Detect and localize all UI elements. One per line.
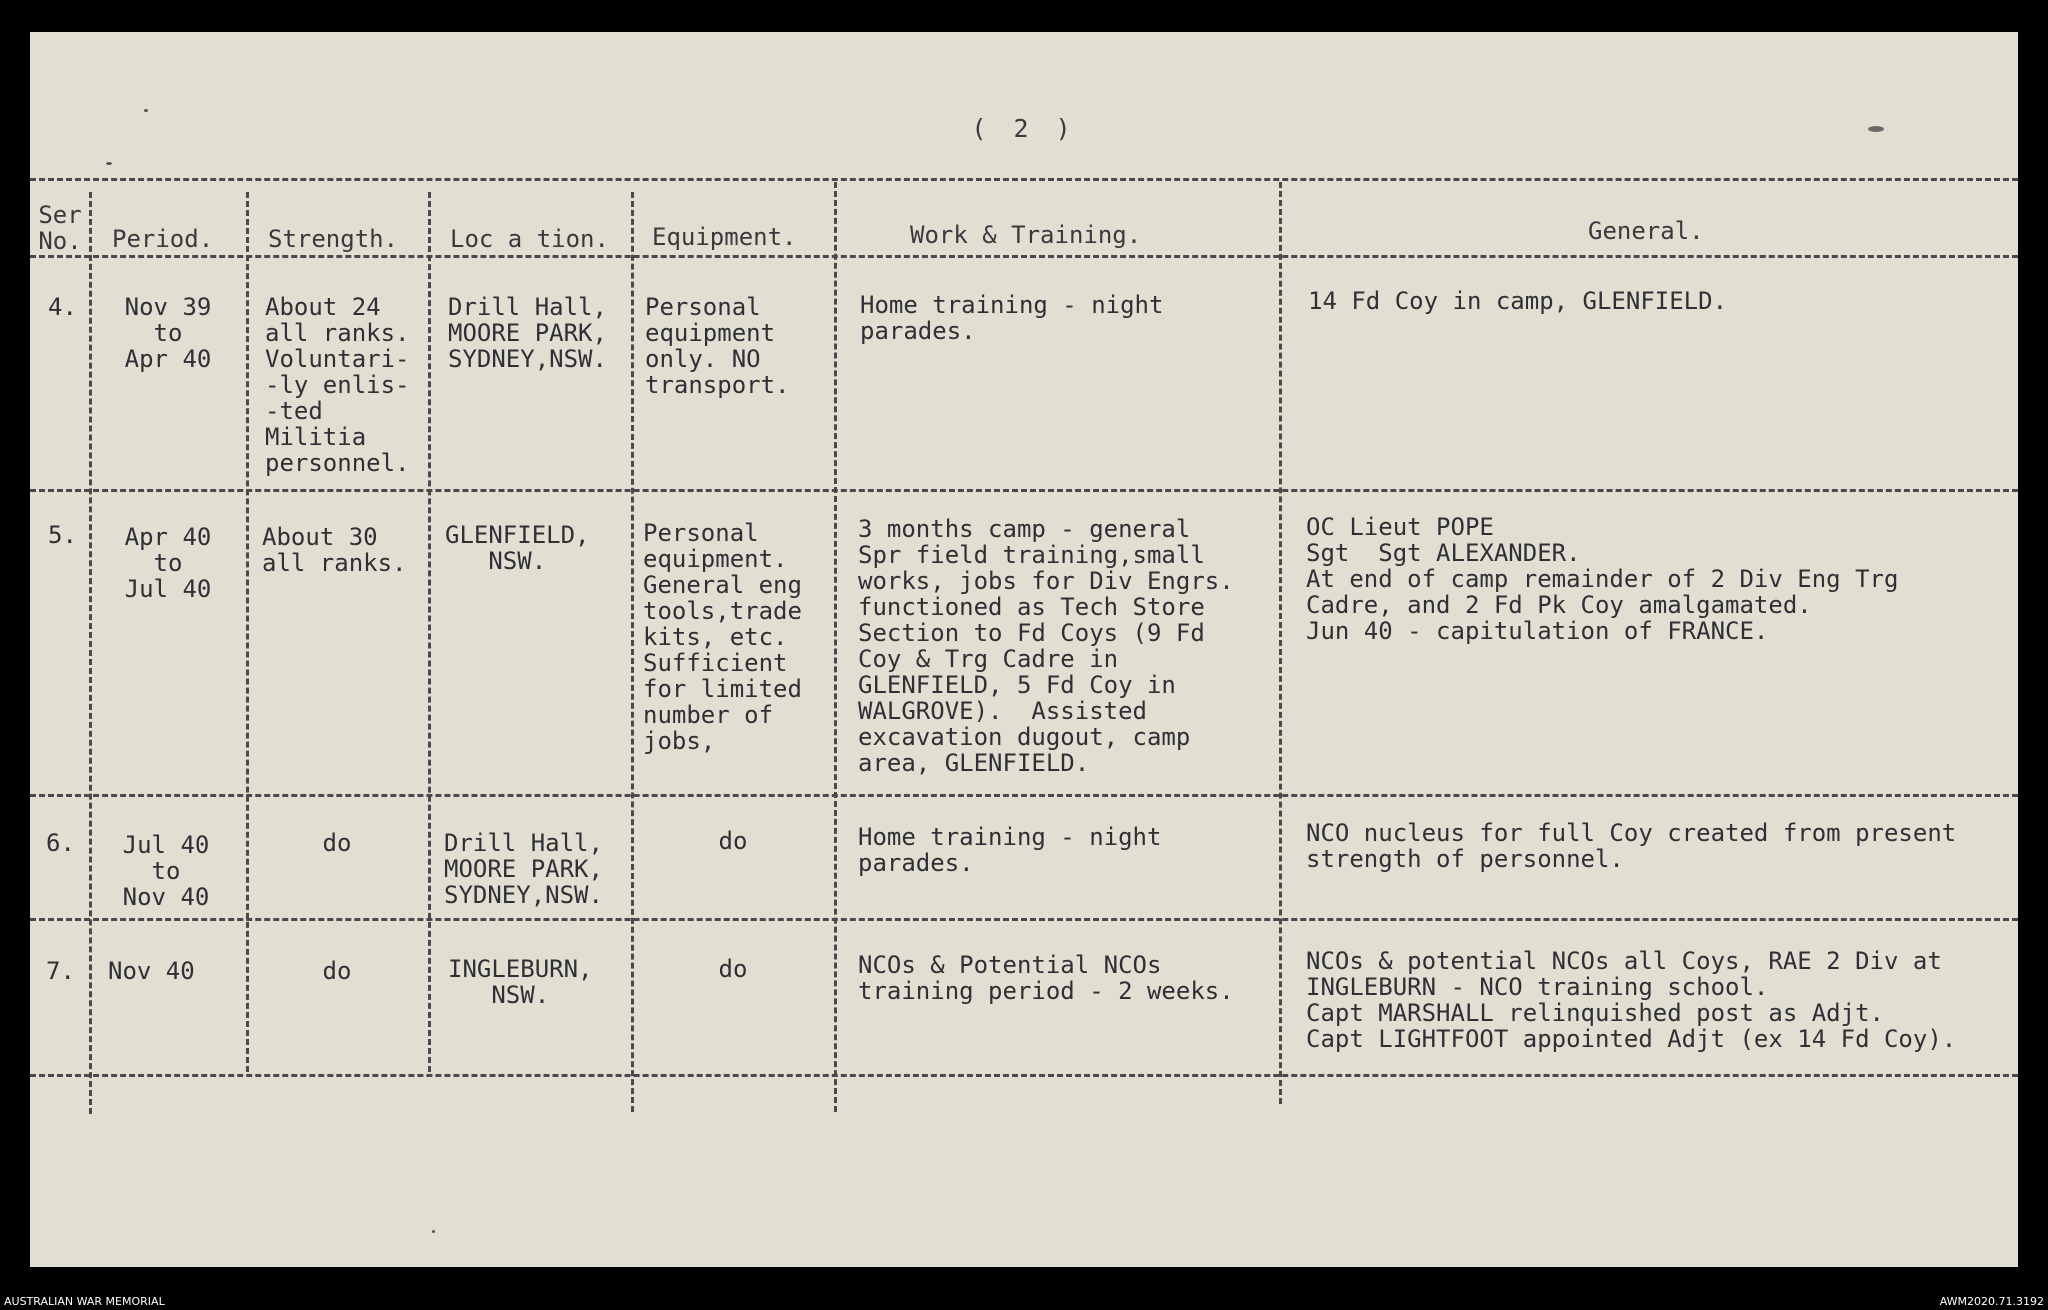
row-5-strength: About 30 all ranks.: [262, 523, 407, 577]
row-4-general: 14 Fd Coy in camp, GLENFIELD.: [1308, 287, 1728, 315]
row-6-equipment: do: [718, 827, 748, 855]
row-6-period: Jul 40 to Nov 40: [122, 831, 210, 911]
document-page: [30, 32, 2018, 1267]
table-bottom-rule: [30, 1074, 2018, 1077]
row-6-ser: 6.: [46, 829, 75, 857]
header-bottom-rule: [30, 255, 2018, 258]
row-4-bottom-rule: [30, 489, 2018, 492]
row-6-bottom-rule: [30, 918, 2018, 921]
row-5-equipment: Personal equipment. General eng tools,trade kits, etc. Sufficient for limited number of jobs,: [643, 519, 802, 755]
row-5-general: OC Lieut POPE Sgt Sgt ALEXANDER. At end of camp remainder of 2 Div Eng Trg Cadre, and 2 Fd Pk Coy amalgamated. Jun 40 - capitulation of FRANCE.: [1306, 513, 1899, 645]
paper-blemish: [432, 1230, 435, 1233]
column-rule: [246, 192, 249, 1072]
row-5-bottom-rule: [30, 794, 2018, 797]
header-ser-no: Ser No.: [38, 201, 82, 255]
row-6-general: NCO nucleus for full Coy created from present strength of personnel.: [1306, 819, 1957, 873]
row-5-ser: 5.: [48, 521, 77, 549]
header-general: General.: [1588, 217, 1704, 245]
row-5-location: GLENFIELD, NSW.: [445, 521, 590, 575]
row-7-period: Nov 40: [108, 957, 195, 985]
header-period: Period.: [112, 225, 214, 253]
row-5-period: Apr 40 to Jul 40: [124, 523, 212, 603]
row-4-strength: About 24 all ranks. Voluntari- -ly enlis- -ted Militia personnel.: [265, 293, 410, 477]
paper-blemish: [144, 109, 148, 112]
row-4-work: Home training - night parades.: [860, 291, 1164, 345]
column-rule: [428, 192, 431, 1072]
row-7-location: INGLEBURN, NSW.: [448, 955, 593, 1009]
row-7-equipment: do: [718, 955, 748, 983]
column-rule: [834, 182, 837, 1112]
row-4-period: Nov 39 to Apr 40: [124, 293, 212, 373]
table-top-rule: [30, 178, 2018, 181]
paper-blemish: [106, 162, 112, 165]
header-work-training: Work & Training.: [910, 221, 1142, 249]
page-number: ( 2 ): [971, 114, 1077, 143]
row-4-location: Drill Hall, MOORE PARK, SYDNEY,NSW.: [448, 293, 607, 373]
row-6-location: Drill Hall, MOORE PARK, SYDNEY,NSW.: [444, 829, 603, 909]
row-4-equipment: Personal equipment only. NO transport.: [645, 293, 790, 399]
footer-credit: AUSTRALIAN WAR MEMORIAL: [4, 1295, 165, 1308]
paper-blemish: [1868, 126, 1884, 132]
footer-accession-number: AWM2020.71.3192: [1939, 1295, 2044, 1308]
row-4-ser: 4.: [48, 293, 77, 321]
row-5-work: 3 months camp - general Spr field training,small works, jobs for Div Engrs. functioned as Tech Store Section to Fd Coys (9 Fd Coy & Trg Cadre in GLENFIELD, 5 Fd Coy in WALGROVE). Assisted excavation dugout, camp area, GLENFIELD.: [858, 515, 1234, 777]
row-7-strength: do: [322, 957, 352, 985]
row-7-ser: 7.: [46, 957, 75, 985]
header-strength: Strength.: [268, 225, 399, 253]
row-7-general: NCOs & potential NCOs all Coys, RAE 2 Div at INGLEBURN - NCO training school. Capt MARSHALL relinquished post as Adjt. Capt LIGHTFOOT appointed Adjt (ex 14 Fd Coy).: [1306, 947, 1957, 1053]
row-6-work: Home training - night parades.: [858, 823, 1162, 877]
column-rule: [1279, 182, 1282, 1104]
row-7-work: NCOs & Potential NCOs training period - 2 weeks.: [858, 951, 1234, 1005]
header-equipment: Equipment.: [652, 223, 797, 251]
row-6-strength: do: [322, 829, 352, 857]
header-location: Loc a tion.: [450, 225, 609, 253]
